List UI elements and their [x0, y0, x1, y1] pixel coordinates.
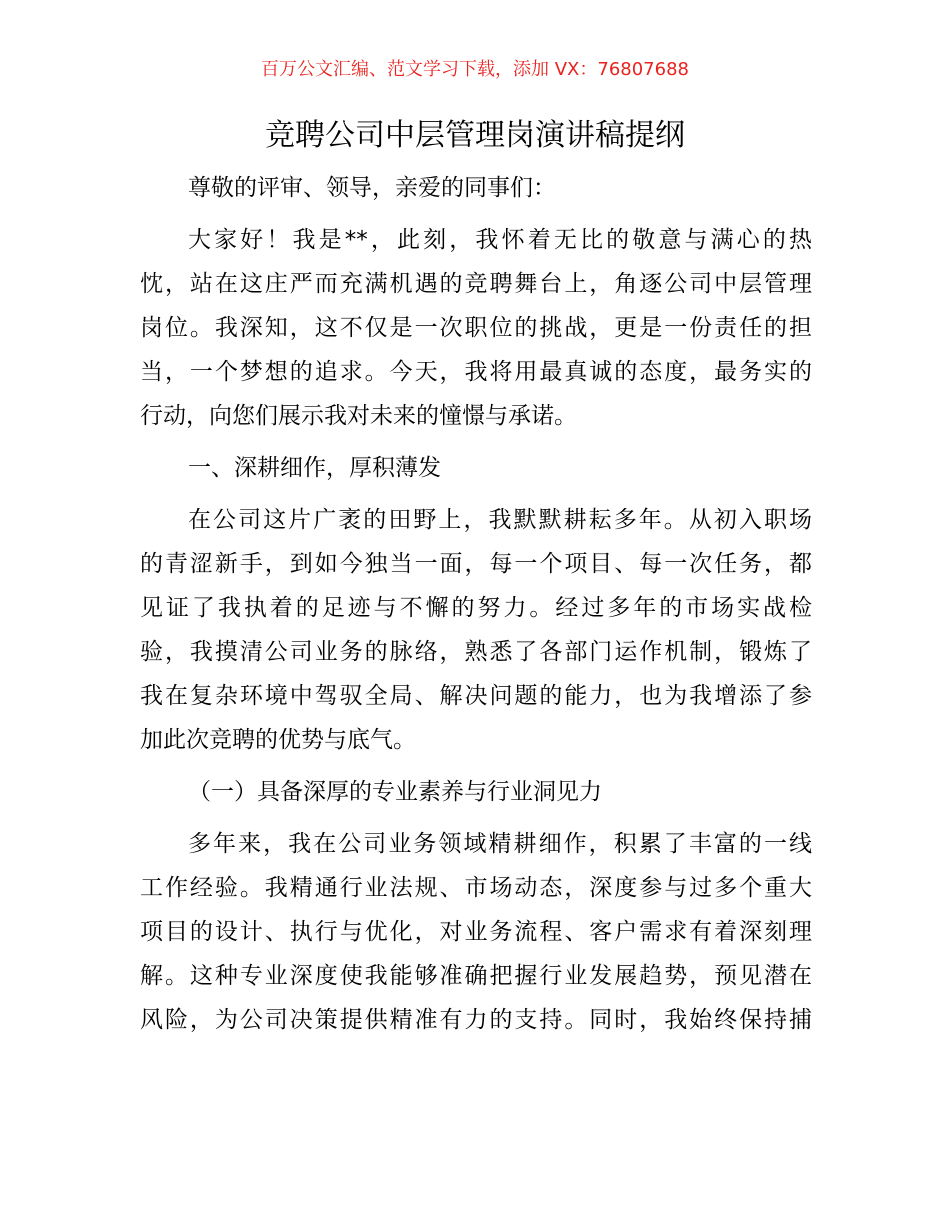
paragraph-line: （一）具备深厚的专业素养与行业洞见力	[188, 779, 602, 805]
paragraph-line: 验，我摸清公司业务的脉络，熟悉了各部门运作机制，锻炼了	[140, 639, 812, 665]
paragraph-line: 的青涩新手，到如今独当一面，每一个项目、每一次任务，都	[140, 551, 812, 577]
paragraph-line: 尊敬的评审、领导，亲爱的同事们：	[188, 175, 556, 201]
paragraph	[140, 446, 812, 490]
paragraph	[140, 822, 812, 1042]
paragraph-line: 工作经验。我精通行业法规、市场动态，深度参与过多个重大	[140, 875, 812, 901]
paragraph-line: 解。这种专业深度使我能够准确把握行业发展趋势，预见潜在	[140, 963, 812, 989]
paragraph-line: 见证了我执着的足迹与不懈的努力。经过多年的市场实战检	[140, 595, 812, 621]
paragraph-line: 一、深耕细作，厚积薄发	[188, 455, 441, 481]
paragraph-line: 风险，为公司决策提供精准有力的支持。同时，我始终保持捕	[140, 1007, 812, 1033]
paragraph-line: 加此次竞聘的优势与底气。	[140, 727, 416, 753]
document-body	[140, 166, 812, 1050]
watermark-banner: 百万公文汇编、范文学习下载，添加 VX：76807688	[261, 59, 689, 80]
paragraph	[140, 218, 812, 438]
paragraph	[140, 770, 812, 814]
paragraph	[140, 166, 812, 210]
paragraph-line: 岗位。我深知，这不仅是一次职位的挑战，更是一份责任的担	[140, 315, 812, 341]
paragraph-line: 在公司这片广袤的田野上，我默默耕耘多年。从初入职场	[188, 507, 812, 533]
paragraph-line: 我在复杂环境中驾驭全局、解决问题的能力，也为我增添了参	[140, 683, 812, 709]
paragraph-line: 项目的设计、执行与优化，对业务流程、客户需求有着深刻理	[140, 919, 812, 945]
paragraph-line: 行动，向您们展示我对未来的憧憬与承诺。	[140, 403, 577, 429]
paragraph-line: 大家好！我是**，此刻，我怀着无比的敬意与满心的热	[188, 227, 812, 253]
document-title: 竞聘公司中层管理岗演讲稿提纲	[265, 118, 685, 153]
paragraph-line: 多年来，我在公司业务领域精耕细作，积累了丰富的一线	[188, 831, 812, 857]
paragraph	[140, 498, 812, 762]
paragraph-line: 当，一个梦想的追求。今天，我将用最真诚的态度，最务实的	[140, 359, 812, 385]
paragraph-line: 忱，站在这庄严而充满机遇的竞聘舞台上，角逐公司中层管理	[140, 271, 812, 297]
